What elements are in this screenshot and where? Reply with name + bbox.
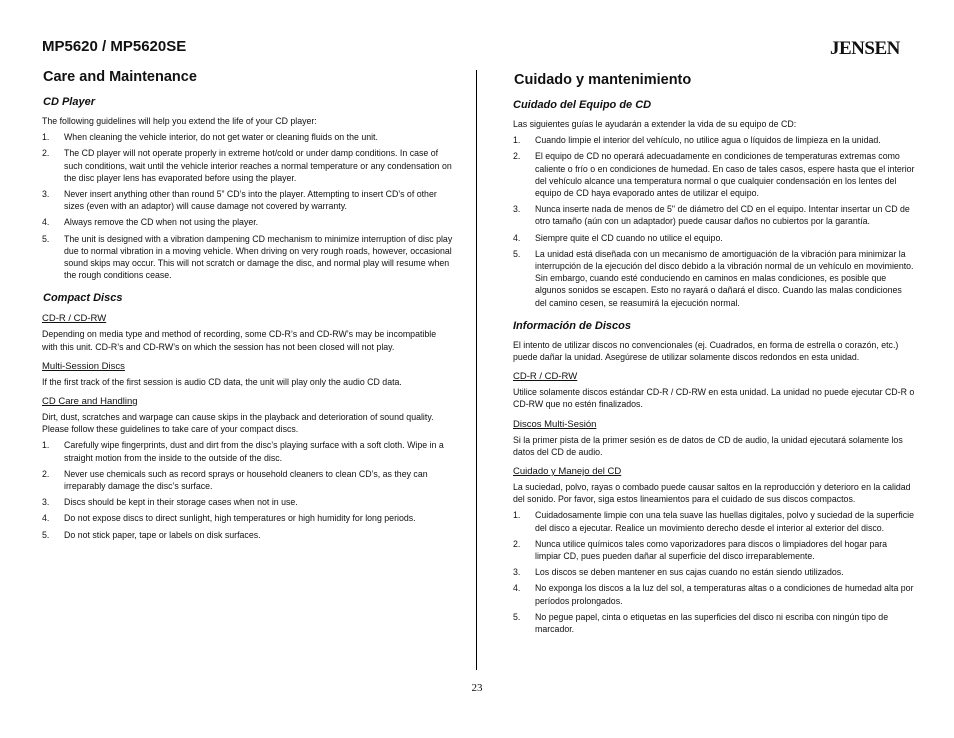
heading-cd-player: CD Player [43,96,95,108]
list-item-text: Nunca utilice químicos tales como vaporizadores para discos o limpiadores del hogar para limpiar CD, pues pueden dañar al superficie del disco irreparablemente. [535,538,888,562]
list-item-text: No pegue papel, cinta o etiquetas en las superficies del disco ni escriba con ningún tipo de marcador. [535,611,889,635]
list-item-text: Always remove the CD when not using the player. [64,217,259,228]
equipo-list [513,134,915,309]
brand-logo: JENSEN [830,38,900,59]
list-item-text: El equipo de CD no operará adecuadamente en condiciones de temperaturas extremas como caliente o frío o en condiciones de humedad. En caso de tales casos, espere hasta que el interior del vehículo alcance una temperatura normal o que cualquier condensación en los lentes del equipo de CD haya evaporado antes de utilizar el equipo. [535,151,915,199]
section-title-cuidado: Cuidado y mantenimiento [514,72,692,88]
cd-care-list [42,439,454,540]
list-item: 4. Do not expose discs to direct sunlight, high temperatures or high humidity for long periods. [42,513,416,524]
list-item: 2. El equipo de CD no operará adecuadamente en condiciones de temperaturas extremas como caliente o frío o en condiciones de humedad. En caso de tales casos, espere hasta que el interior del vehículo alcance una temperatura normal o que cualquier condensación en los lentes del equipo de CD haya evaporado antes de utilizar el equipo. [513,151,915,199]
list-item-text: Carefully wipe fingerprints, dust and dirt from the disc’s playing surface with a soft cloth. Wipe in a straight motion from the inside to the outside of the disc. [64,440,444,463]
cuidado-manejo-text: La suciedad, polvo, rayas o combado puede causar saltos en la reproducción y deterioro en la calidad del sonido. Por favor, siga estos lineamientos para el cuidado de sus discos compactos. [513,482,911,505]
page-number: 23 [471,682,483,694]
subheading-multi-sesion: Discos Multi-Sesión [513,418,597,430]
heading-informacion-discos: Información de Discos [513,319,631,332]
multi-sesion-text: Si la primer pista de la primer sesión es de datos de CD de audio, la unidad ejecutará solamente los datos del CD de audio. [513,434,903,457]
list-item: 3. Discs should be kept in their storage cases when not in use. [42,497,298,508]
list-item: 4. No exponga los discos a la luz del sol, a temperaturas altas o a condiciones de humedad alta por períodos prolongados. [513,583,914,606]
subheading-multi-session: Multi-Session Discs [42,360,125,372]
list-item-text: Discs should be kept in their storage cases when not in use. [64,497,298,508]
list-item: 2. Never use chemicals such as record sprays or household cleaners to clean CD’s, as they can irreparably damage the disc’s surface. [42,468,428,492]
list-item: 1. Cuando limpie el interior del vehículo, no utilice agua o líquidos de limpieza en la unidad. [513,135,881,146]
heading-compact-discs: Compact Discs [43,292,123,305]
list-item: 2. Nunca utilice químicos tales como vaporizadores para discos o limpiadores del hogar para limpiar CD, pues pueden dañar al superficie del disco irreparablemente. [513,538,888,562]
column-divider [476,70,477,670]
list-item: 4. Always remove the CD when not using the player. [42,217,259,228]
list-item-text: Never insert anything other than round 5” CD’s into the player. Attempting to insert CD’s of other sizes (even with an adaptor) will cause damage not covered by warranty. [64,189,437,212]
list-item-text: Never use chemicals such as record sprays or household cleaners to clean CD’s, as they can irreparably damage the disc’s surface. [64,468,428,492]
section-title-care: Care and Maintenance [43,69,197,85]
subheading-cuidado-manejo: Cuidado y Manejo del CD [513,466,622,478]
list-item: 5. Do not stick paper, tape or labels on disk surfaces. [42,529,261,540]
cdr-text: Utilice solamente discos estándar CD-R / CD-RW en esta unidad. La unidad no puede ejecutar CD-R o CD-RW que no estén finalizados. [513,387,915,410]
list-item-text: Los discos se deben mantener en sus cajas cuando no están siendo utilizados. [535,567,844,578]
list-item: 2. The CD player will not operate properly in extreme hot/cold or under damp conditions. In case of such conditions, wait until the vehicle interior reaches a normal temperature or any condensation on the disc player lens has evaporated before using the player. [42,148,452,183]
subheading-cd-care: CD Care and Handling [42,396,138,408]
cd-care-text: Dirt, dust, scratches and warpage can cause skips in the playback and deterioration of sound quality. Please follow these guidelines to take care of your compact discs. [42,412,434,435]
list-item-text: Nunca inserte nada de menos de 5" de diámetro del CD en el equipo. Intentar insertar un CD de otro tamaño (aún con un adaptador) puede causar daños no cubiertos por la garantía. [535,204,910,227]
list-item: 1. Cuidadosamente limpie con una tela suave las huellas digitales, polvo y suciedad de la superficie del disco a ejecutar. Realice un movimiento derecho desde el interior al exterior del disco. [513,510,914,533]
list-item: 4. Siempre quite el CD cuando no utilice el equipo. [513,232,723,243]
subheading-cdr: CD-R / CD-RW [513,371,578,383]
model-header: MP5620 / MP5620SE [42,38,187,55]
list-item-text: The unit is designed with a vibration dampening CD mechanism to minimize interruption of disc play due to normal vibration in a moving vehicle. When driving on very rough roads, however, occasional sound skips may occur. This will not scratch or damage the disc, and normal play will resume when the rough conditions cease. [64,233,453,281]
cdr-text: Depending on media type and method of recording, some CD-R’s and CD-RW’s may be incompatible with this unit. CD-R’s and CD-RW’s on which the session has not been closed will not play. [42,329,437,352]
list-item: 3. Los discos se deben mantener en sus cajas cuando no están siendo utilizados. [513,567,844,578]
list-item: 3. Never insert anything other than round 5” CD’s into the player. Attempting to insert CD’s of other sizes (even with an adaptor) will cause damage not covered by warranty. [42,189,437,212]
heading-cuidado-equipo: Cuidado del Equipo de CD [513,99,652,111]
subheading-cdr: CD-R / CD-RW [42,313,107,325]
list-item: 3. Nunca inserte nada de menos de 5" de diámetro del CD en el equipo. Intentar insertar un CD de otro tamaño (aún con un adaptador) puede causar daños no cubiertos por la garantía. [513,204,910,227]
list-item-text: Siempre quite el CD cuando no utilice el equipo. [535,232,723,243]
list-item-text: Do not stick paper, tape or labels on disk surfaces. [64,529,261,540]
cd-player-intro: The following guidelines will help you extend the life of your CD player: [42,116,317,126]
list-item-text: Cuando limpie el interior del vehículo, no utilice agua o líquidos de limpieza en la unidad. [535,135,881,146]
english-column [42,68,454,545]
cuidado-manejo-list [513,509,915,635]
multi-session-text: If the first track of the first session is audio CD data, the unit will play only the audio CD data. [42,376,402,387]
spanish-column [513,71,915,639]
list-item-text: When cleaning the vehicle interior, do not get water or cleaning fluids on the unit. [64,132,378,143]
list-item-text: No exponga los discos a la luz del sol, a temperaturas altas o a condiciones de humedad alta por períodos prolongados. [535,583,914,606]
list-item-text: The CD player will not operate properly in extreme hot/cold or under damp conditions. In case of such conditions, wait until the vehicle interior reaches a normal temperature or any condensation on the disc player lens has evaporated before using the player. [64,148,452,183]
discos-intro: El intento de utilizar discos no convencionales (ej. Cuadrados, en forma de estrella o corazón, etc.) puede dañar la unidad. Asegúrese de utilizar solamente discos redondos en esta unidad. [513,339,899,363]
list-item-text: La unidad está diseñada con un mecanismo de amortiguación de la vibración para minimizar la interrupción de la ejecución del disco debido a la vibración normal de un vehículo en movimiento. Sin embargo, cuando esté conduciendo en caminos en malas condiciones, es posible que algunos sonidos se escapen. Esto no rayará o dañará el disco. Cuando las malas condiciones del camino cesen, se reasumirá la ejecución normal. [535,248,914,308]
equipo-intro: Las siguientes guías le ayudarán a extender la vida de su equipo de CD: [513,119,797,129]
list-item-text: Cuidadosamente limpie con una tela suave las huellas digitales, polvo y suciedad de la superficie del disco a ejecutar. Realice un movimiento derecho desde el interior al exterior del disco. [535,510,914,533]
list-item-text: Do not expose discs to direct sunlight, high temperatures or high humidity for long periods. [64,513,416,524]
list-item: 1. When cleaning the vehicle interior, do not get water or cleaning fluids on the unit. [42,132,378,143]
list-item: 5. The unit is designed with a vibration dampening CD mechanism to minimize interruption of disc play due to normal vibration in a moving vehicle. When driving on very rough roads, however, occasional sound skips may occur. This will not scratch or damage the disc, and normal play will resume when the rough conditions cease. [42,233,453,281]
list-item: 1. Carefully wipe fingerprints, dust and dirt from the disc’s playing surface with a soft cloth. Wipe in a straight motion from the inside to the outside of the disc. [42,440,444,463]
list-item: 5. No pegue papel, cinta o etiquetas en las superficies del disco ni escriba con ningún tipo de marcador. [513,611,889,635]
cd-player-list [42,131,454,281]
list-item: 5. La unidad está diseñada con un mecanismo de amortiguación de la vibración para minimizar la interrupción de la ejecución del disco debido a la vibración normal de un vehículo en movimiento. Sin embargo, cuando esté conduciendo en caminos en malas condiciones, es posible que algunos sonidos se escapen. Esto no rayará o dañará el disco. Cuando las malas condiciones del camino cesen, se reasumirá la ejecución normal. [513,248,914,308]
